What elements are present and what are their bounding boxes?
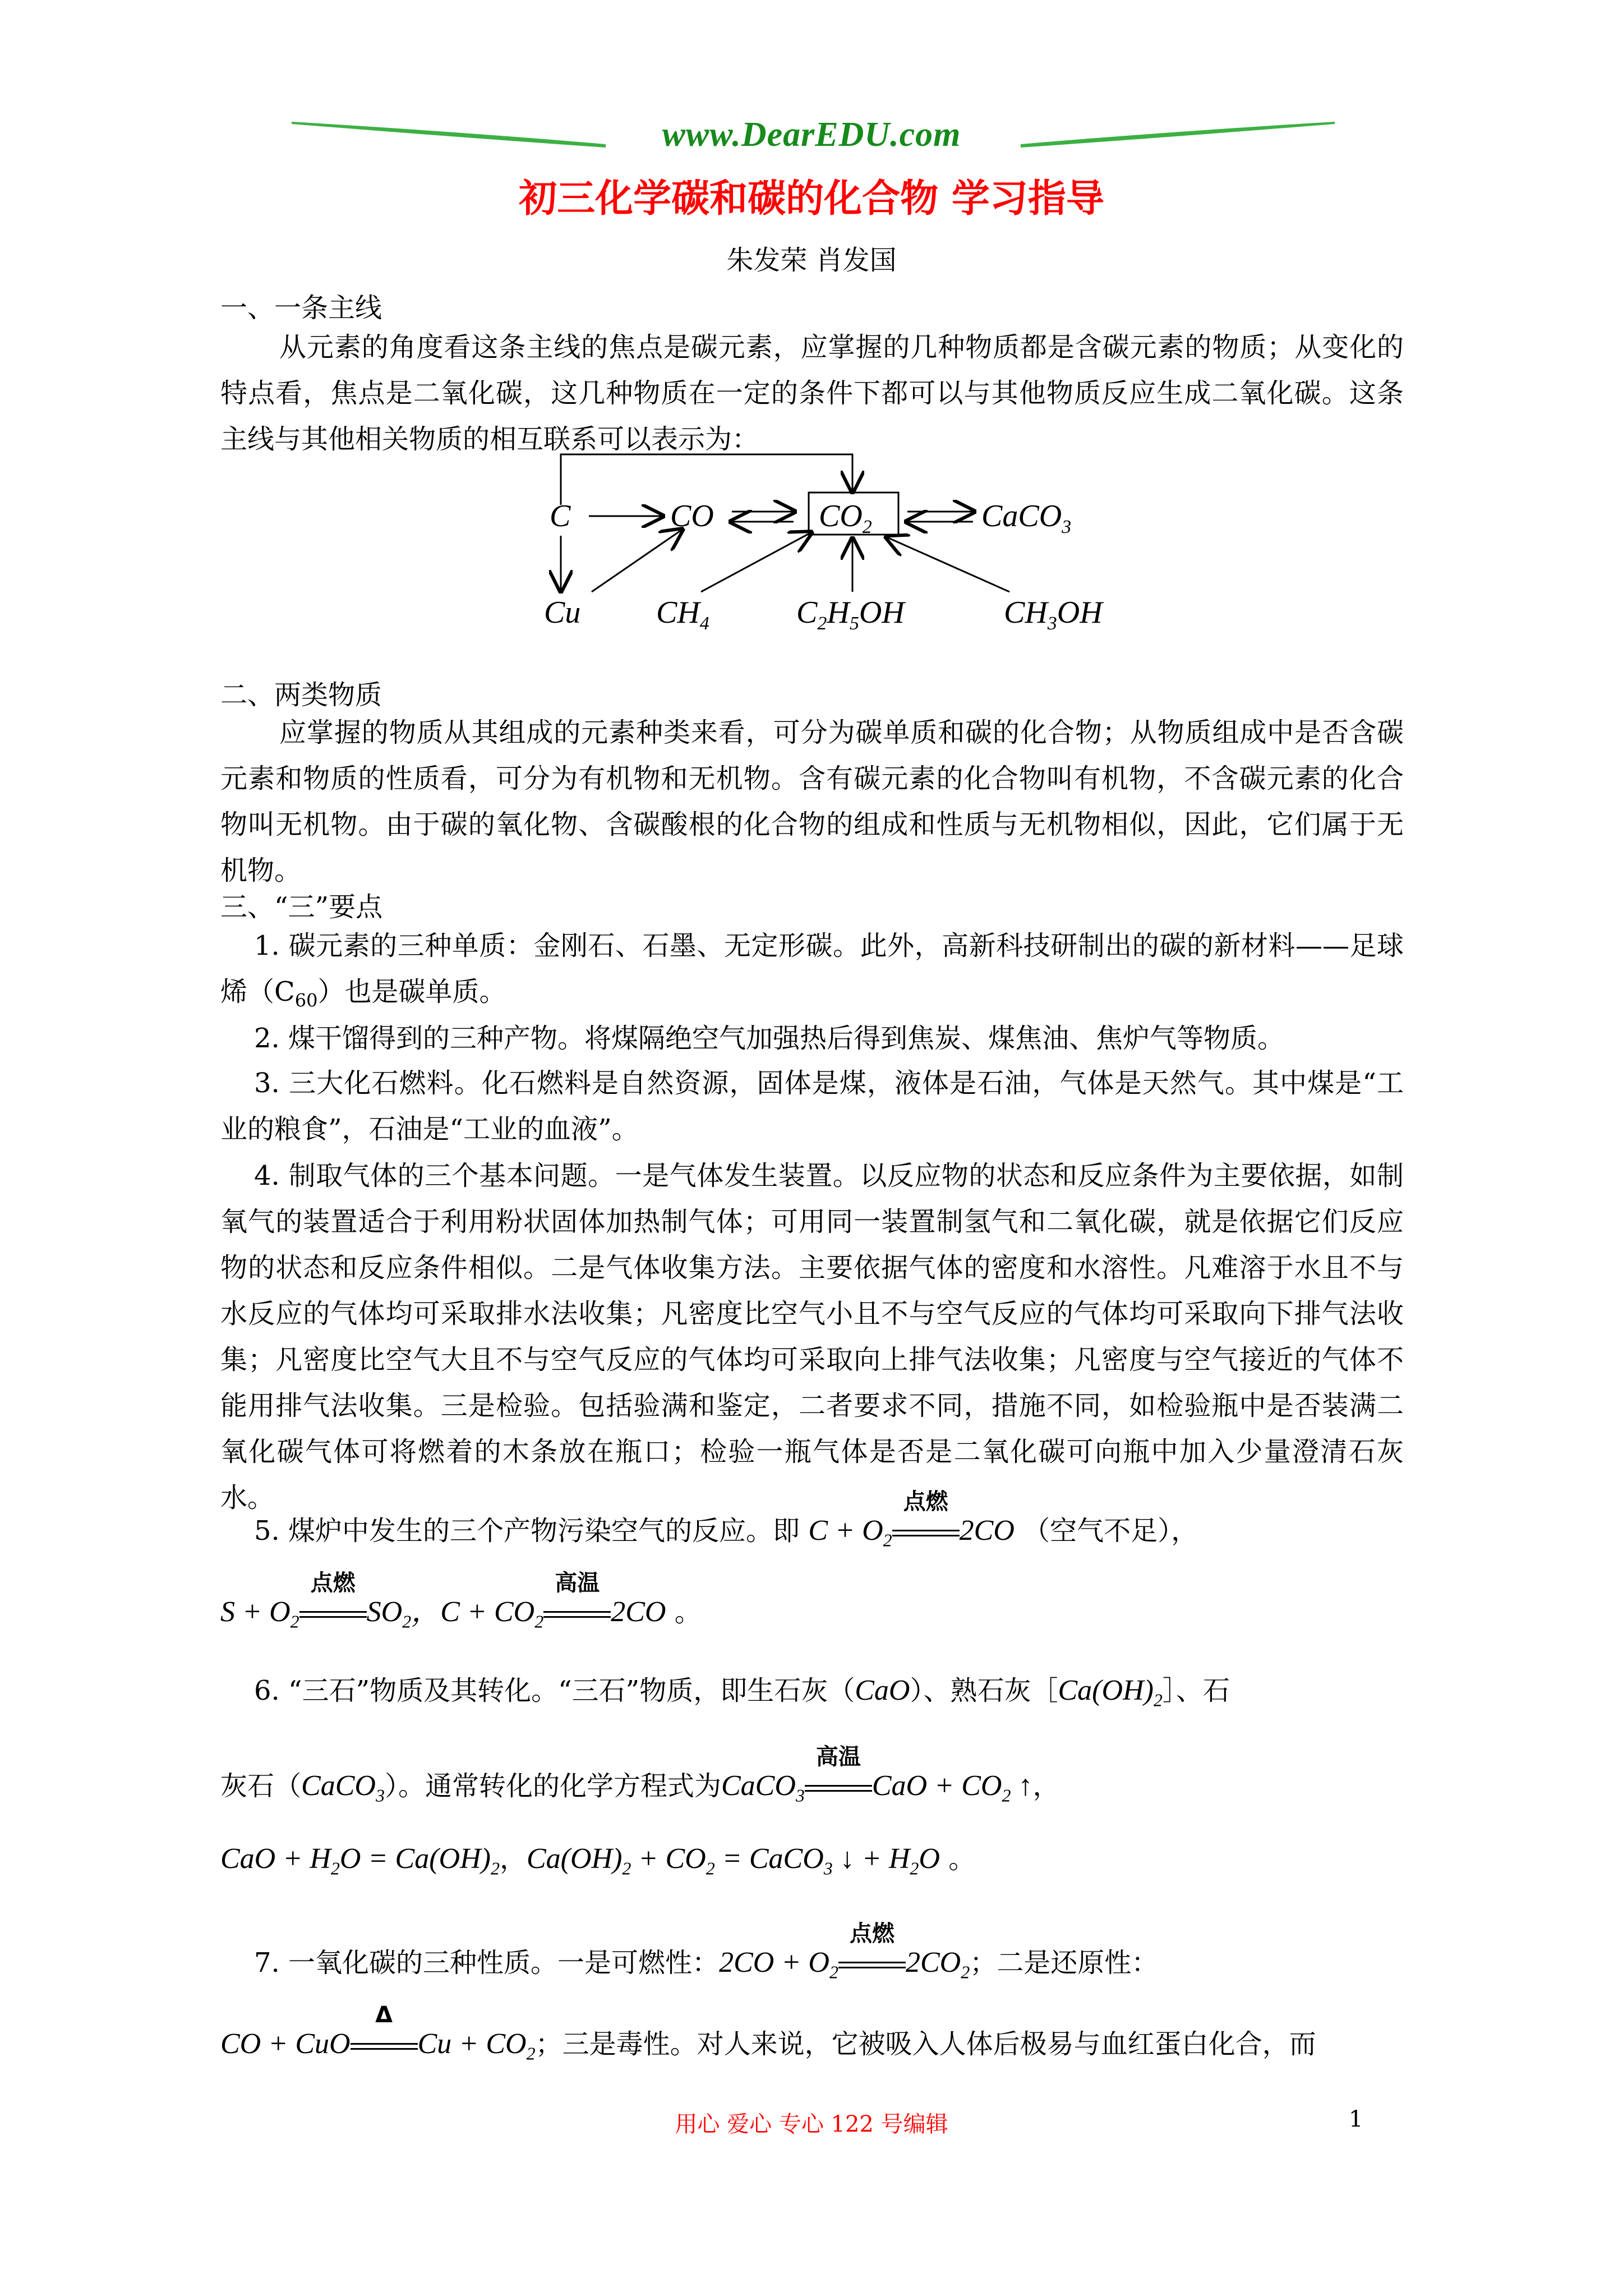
label-Cu: Cu: [544, 595, 581, 630]
svg-text:C2H5OH: $C_2H_5OH$: [796, 595, 905, 634]
item-6-line2: 灰石（CaCO$_3$）。通常转化的化学方程式为CaCO$_3$ 高温 CaO + $CO_2$ ↑，: [220, 1744, 1060, 1806]
svg-text:CH4: $CH_4$: [656, 595, 709, 634]
equation-c-o2: $C + O_2$ 点燃 2CO: [808, 1489, 1015, 1550]
label-C: C: [550, 499, 571, 533]
item-4: 4. 制取气体的三个基本问题。一是气体发生装置。以反应物的状态和反应条件为主要依据，如制氧气的装置适合于利用粉状固体加热制气体；可用同一装置制氢气和二氧化碳，就是依据它们反应物的状态和反应条件相似。二是气体收集方法。主要依据气体的密度和水溶性。凡难溶于水且不与水反应的气体均可采取排水法收集；凡密度比空气小且不与空气反应的气体均可采取向下排气法收集；凡密度比空气大且不与空气反应的气体均可采取向上排气法收集；凡密度与空气接近的气体不能用排气法收集。三是检验。包括验满和鉴定，二者要求不同，措施不同，如检验瓶中是否装满二氧化碳气体可将燃着的木条放在瓶口；检验一瓶气体是否是二氧化碳可向瓶中加入少量澄清石灰水。: [220, 1160, 1404, 1513]
section1-paragraph: 从元素的角度看这条主线的焦点是碳元素，应掌握的几种物质都是含碳元素的物质；从变化的特点看，焦点是二氧化碳，这几种物质在一定的条件下都可以与其他物质反应生成二氧化碳。这条主线与其他相关物质的相互联系可以表示为：: [220, 332, 1404, 455]
svg-text:CH3OH: $CH_3OH$: [1004, 595, 1103, 634]
item-5-line1: 5. 煤炉中发生的三个产物污染空气的反应。即 $C + O_2$ 点燃 2CO （空气不足），: [254, 1489, 1198, 1550]
authors: 朱发荣 肖发国: [726, 245, 897, 276]
item-7-line2: CO + CuO Δ $Cu + CO_2$；三是毒性。对人来说，它被吸入人体后极易与血红蛋白化合，而: [220, 2002, 1316, 2064]
section2-heading: 二、两类物质: [220, 679, 382, 711]
item-1: 1. 碳元素的三种单质：金刚石、石墨、无定形碳。此外，高新科技研制出的碳的新材料——足球烯$(C_{60})$也是碳单质。: [220, 930, 1404, 1011]
svg-text:CaCO3: CaCO$_3$: [981, 499, 1072, 537]
section3-heading: 三、“三”要点: [220, 891, 383, 923]
item-2: 2. 煤干馏得到的三种产物。将煤隔绝空气加强热后得到焦炭、煤焦油、焦炉气等物质。: [254, 1023, 1285, 1054]
svg-text:CO2: $CO_2$: [819, 499, 872, 537]
item-6-line3: CaO + $H_2O = Ca(OH)_2$，$Ca(OH)_2 + CO_2$ = CaCO$_3$ ↓ + $H_2O$ 。: [220, 1843, 976, 1879]
item-3: 3. 三大化石燃料。化石燃料是自然资源，固体是煤，液体是石油，气体是天然气。其中煤是“工业的粮食”，石油是“工业的血液”。: [220, 1068, 1404, 1145]
item-6-line1: 6. “三石”物质及其转化。“三石”物质，即生石灰（CaO）、熟石灰$[Ca(OH)_2]$、石: [254, 1674, 1230, 1710]
page-title: 初三化学碳和碳的化合物 学习指导: [519, 176, 1104, 221]
label-CO: CO: [670, 499, 714, 533]
section1-heading: 一、一条主线: [220, 292, 382, 324]
page-number: 1: [1349, 2106, 1363, 2132]
footer-text: 用心 爱心 专心 122 号编辑: [675, 2111, 948, 2137]
carbon-relation-diagram: [538, 443, 1127, 645]
section2-paragraph: 应掌握的物质从其组成的元素种类来看，可分为碳单质和碳的化合物；从物质组成中是否含碳元素和物质的性质看，可分为有机物和无机物。含有碳元素的化合物叫有机物，不含碳元素的化合物叫无机物。由于碳的氧化物、含碳酸根的化合物的组成和性质与无机物相似，因此，它们属于无机物。: [220, 717, 1404, 886]
site-logo-text: www.DearEDU.com: [662, 116, 961, 154]
item-7-line1: 7. 一氧化碳的三种性质。一是可燃性：$2CO + O_2$ 点燃 $2CO_2$；二是还原性：: [254, 1921, 1159, 1982]
item-5-line2: $S + O_2$ 点燃 $SO_2$，$C + CO_2$ 高温 2CO 。: [220, 1570, 702, 1632]
